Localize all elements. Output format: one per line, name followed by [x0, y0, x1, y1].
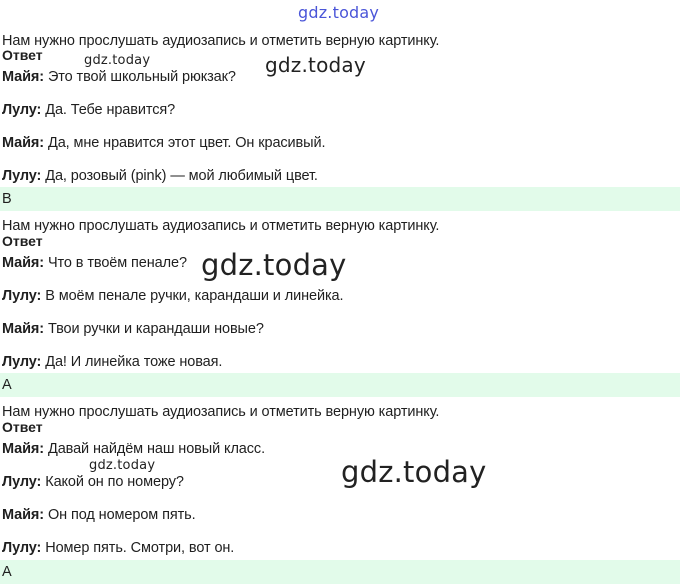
watermark: gdz.today: [84, 53, 151, 68]
dialogue-text: Да, мне нравится этот цвет. Он красивый.: [47, 135, 326, 151]
dialogue-line: Майя: Это твой школьный рюкзак?: [2, 69, 236, 85]
answer-bar: [0, 373, 680, 397]
cut-off-label: Ответ: [2, 233, 43, 249]
dialogue-line: Лулу: Какой он по номеру?: [2, 474, 184, 490]
answer-value: A: [2, 564, 12, 580]
dialogue-line: Майя: Давай найдём наш новый класс.: [2, 441, 265, 457]
cut-off-label: Ответ: [2, 419, 43, 435]
speaker-name: Майя: [2, 69, 40, 85]
dialogue-text: Номер пять. Смотри, вот он.: [45, 540, 235, 556]
speaker-name: Майя: [2, 441, 40, 457]
watermark: gdz.today: [265, 53, 366, 77]
speaker-name: Лулу: [2, 354, 37, 370]
dialogue-line: Лулу: В моём пенале ручки, карандаши и линейка.: [2, 288, 344, 304]
answer-bar: [0, 560, 680, 584]
answer-value: A: [2, 377, 12, 393]
dialogue-line: Лулу: Да, розовый (pink) — мой любимый цвет.: [2, 168, 318, 184]
task-instruction: Нам нужно прослушать аудиозапись и отметить верную картинку.: [2, 218, 440, 234]
watermark: gdz.today: [341, 455, 487, 489]
speaker-name: Майя: [2, 321, 40, 337]
watermark-top: gdz.today: [298, 3, 380, 22]
speaker-name: Майя: [2, 507, 40, 523]
dialogue-text: Да! И линейка тоже новая.: [45, 354, 223, 370]
dialogue-text: Он под номером пять.: [47, 507, 196, 523]
speaker-name: Лулу: [2, 102, 37, 118]
task-instruction: Нам нужно прослушать аудиозапись и отметить верную картинку.: [2, 404, 440, 420]
dialogue-line: Лулу: Номер пять. Смотри, вот он.: [2, 540, 235, 556]
dialogue-line: Майя: Да, мне нравится этот цвет. Он красивый.: [2, 135, 326, 151]
dialogue-text: Твои ручки и карандаши новые?: [47, 321, 264, 337]
speaker-name: Майя: [2, 255, 40, 271]
watermark: gdz.today: [89, 458, 156, 473]
dialogue-text: В моём пенале ручки, карандаши и линейка.: [45, 288, 344, 304]
task-instruction: Нам нужно прослушать аудиозапись и отметить верную картинку.: [2, 33, 440, 49]
dialogue-text: Какой он по номеру?: [45, 474, 184, 490]
dialogue-text: Да, розовый (pink) — мой любимый цвет.: [45, 168, 318, 184]
dialogue-text: Это твой школьный рюкзак?: [47, 69, 236, 85]
dialogue-line: Майя: Что в твоём пенале?: [2, 255, 187, 271]
answer-bar: [0, 187, 680, 211]
answer-value: B: [2, 191, 12, 207]
dialogue-text: Давай найдём наш новый класс.: [47, 441, 265, 457]
speaker-name: Лулу: [2, 168, 37, 184]
speaker-name: Лулу: [2, 474, 37, 490]
dialogue-text: Да. Тебе нравится?: [45, 102, 176, 118]
speaker-name: Лулу: [2, 540, 37, 556]
dialogue-line: Майя: Твои ручки и карандаши новые?: [2, 321, 264, 337]
dialogue-text: Что в твоём пенале?: [47, 255, 187, 271]
dialogue-line: Лулу: Да! И линейка тоже новая.: [2, 354, 223, 370]
cut-off-label: Ответ: [2, 47, 43, 63]
watermark: gdz.today: [201, 248, 347, 282]
dialogue-line: Лулу: Да. Тебе нравится?: [2, 102, 176, 118]
speaker-name: Майя: [2, 135, 40, 151]
speaker-name: Лулу: [2, 288, 37, 304]
dialogue-line: Майя: Он под номером пять.: [2, 507, 196, 523]
